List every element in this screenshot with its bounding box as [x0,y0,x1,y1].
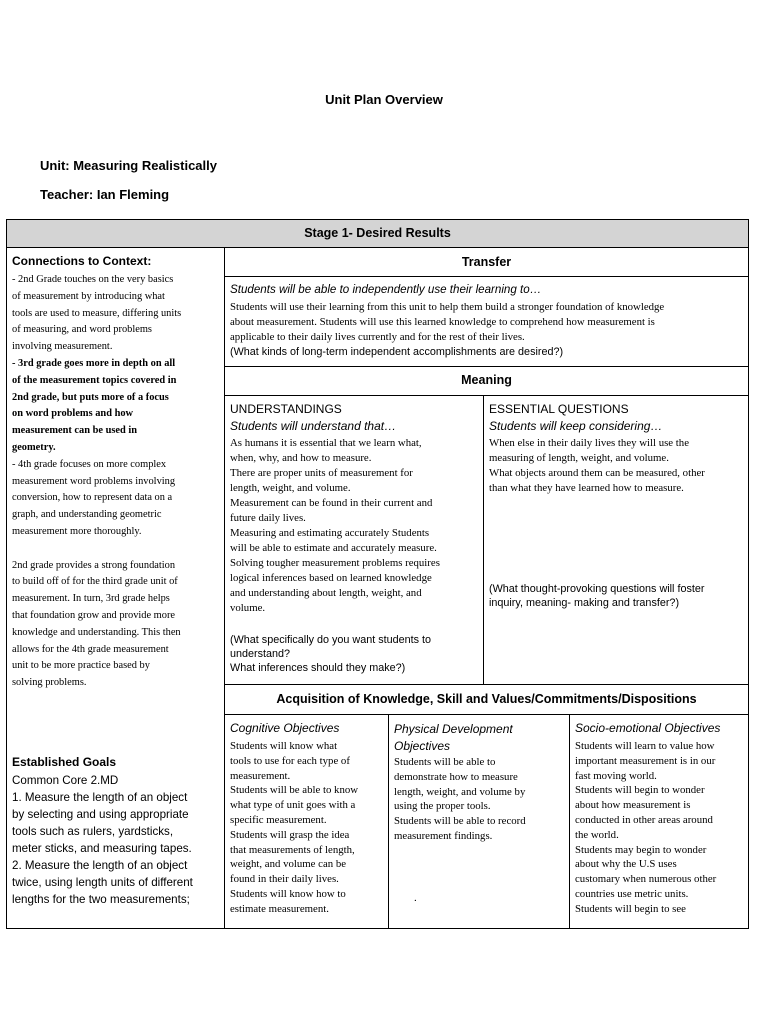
understanding-line: will be able to estimate and accurately measure. [230,542,437,554]
understandings-prompt: Students will understand that… [230,419,397,433]
understanding-line: length, weight, and volume. [230,482,351,494]
cognitive-line: that measurements of length, [230,843,355,856]
connections-line: measurement word problems involving [12,475,176,487]
socio-line: about why the U.S uses [575,858,677,871]
connections-line: geometry. [12,441,56,453]
socio-line: about how measurement is [575,799,691,812]
connections-line: tools are used to measure, differing units [12,307,182,319]
transfer-line: Students will use their learning from this unit to help them build a stronger foundation of knowledge [230,301,665,313]
cognitive-line: Students will know what [230,740,338,752]
physical-line: measurement findings. [394,829,493,842]
understanding-line: when, why, and how to measure. [230,452,372,464]
socio-line: customary when numerous other [575,873,717,886]
connections-line: on word problems and how [12,408,134,420]
goal-line: lengths for the two measurements; [12,893,190,906]
understanding-line: future daily lives. [230,512,306,524]
physical-text [394,755,566,844]
cognitive-text [230,739,386,917]
connections-line: graph, and understanding geometric [12,509,162,521]
understanding-line: Measuring and estimating accurately Students [230,527,430,539]
cognitive-line: weight, and volume can be [230,858,347,871]
cognitive-line: found in their daily lives. [230,873,339,886]
socio-label: Socio-emotional Objectives [575,721,721,735]
goal-line: twice, using length units of different [12,876,193,889]
understandings-text [230,436,480,616]
socio-line: Students may begin to wonder [575,843,707,856]
question-line: inquiry, meaning- making and transfer?) [489,597,680,609]
cognitive-line: Students will know how to [230,887,346,900]
goal-line: 2. Measure the length of an object [12,859,188,872]
essential-line: When else in their daily lives they will use the [489,437,689,449]
connections-line: solving problems. [12,677,87,689]
cognitive-line: what type of unit goes with a [230,799,356,812]
page-title: Unit Plan Overview [325,92,443,107]
physical-label-line: Physical Development [394,722,513,736]
unit-name: Unit: Measuring Realistically [40,158,217,173]
essential-questions-questions [489,582,745,610]
connections-heading: Connections to Context: [12,254,152,268]
question-line: understand? [230,648,291,660]
stage-title: Stage 1- Desired Results [304,226,451,240]
connections-line: 2nd grade provides a strong foundation [12,559,176,571]
transfer-line: about measurement. Students will use this learned knowledge to comprehend how measurement is [230,316,655,328]
cognitive-line: tools to use for each type of [230,754,350,767]
stray-dot: . [414,892,417,904]
physical-line: Students will be able to record [394,815,526,828]
connections-text [12,272,222,692]
essential-questions-text [489,436,745,496]
column-divider [569,714,570,929]
divider [224,684,749,685]
physical-line: demonstrate how to measure [394,770,518,783]
understanding-line: volume. [230,602,266,614]
question-line: (What thought-provoking questions will foster [489,583,705,595]
understanding-line: There are proper units of measurement for [230,467,413,479]
connections-line: measurement. In turn, 3rd grade helps [12,593,170,605]
socio-line: Students will begin to wonder [575,784,705,797]
goal-line: meter sticks, and measuring tapes. [12,842,192,855]
socio-line: Students will learn to value how [575,740,715,752]
cognitive-line: Students will grasp the idea [230,828,350,841]
socio-line: countries use metric units. [575,887,689,900]
connections-line: - 4th grade focuses on more complex [12,458,167,470]
connections-line: allows for the 4th grade measurement [12,643,169,655]
connections-line: measurement more thoroughly. [12,525,142,537]
connections-line: unit to be more practice based by [12,660,150,672]
transfer-heading: Transfer [461,255,512,269]
understanding-line: Measurement can be found in their current and [230,497,433,509]
connections-line [12,541,222,558]
transfer-question: (What kinds of long-term independent accomplishments are desired?) [230,346,564,358]
socio-line: fast moving world. [575,769,657,782]
cognitive-line: specific measurement. [230,813,327,826]
socio-line: Students will begin to see [575,902,686,915]
question-line: What inferences should they make?) [230,662,406,674]
divider [224,714,749,715]
acquisition-heading: Acquisition of Knowledge, Skill and Values/Commitments/Dispositions [276,692,697,706]
physical-line: Students will be able to [394,756,496,768]
essential-questions-label: ESSENTIAL QUESTIONS [489,402,629,416]
connections-line: - 3rd grade goes more in depth on all [12,357,176,369]
connections-line: 2nd grade, but puts more of a focus [12,391,169,403]
transfer-prompt: Students will be able to independently use their learning to… [230,283,542,296]
physical-label [394,721,513,755]
connections-line: of measuring, and word problems [12,324,152,336]
understanding-line: As humans it is essential that we learn what, [230,437,422,449]
socio-line: important measurement is in our [575,754,716,767]
goal-line: by selecting and using appropriate [12,808,189,821]
goals-heading: Established Goals [12,755,117,769]
transfer-text [230,300,745,345]
understandings-questions [230,633,480,675]
goal-line: 1. Measure the length of an object [12,791,188,804]
divider [224,366,749,367]
goals-text [12,772,222,908]
understanding-line: and understanding about length, weight, and [230,587,422,599]
understanding-line: logical inferences based on learned knowledge [230,572,432,584]
essential-line: measuring of length, weight, and volume. [489,452,669,464]
transfer-line: applicable to their daily lives currently and for the rest of their lives. [230,331,525,343]
socio-text [575,739,747,917]
connections-line: - 2nd Grade touches on the very basics [12,274,174,285]
divider [224,395,749,396]
socio-line: the world. [575,828,619,841]
column-divider [388,714,389,929]
cognitive-line: Students will be able to know [230,784,359,797]
cognitive-line: estimate measurement. [230,902,329,915]
column-divider [483,395,484,684]
connections-line: involving measurement. [12,341,113,353]
physical-label-line: Objectives [394,739,451,753]
essential-line: What objects around them can be measured, other [489,467,705,479]
physical-line: length, weight, and volume by [394,785,526,798]
cognitive-label: Cognitive Objectives [230,721,340,735]
understandings-label: UNDERSTANDINGS [230,402,342,416]
understanding-line: Solving tougher measurement problems requires [230,557,440,569]
connections-line: of the measurement topics covered in [12,374,177,386]
goal-line: Common Core 2.MD [12,774,119,787]
question-line: (What specifically do you want students to [230,634,432,646]
divider [6,247,749,248]
connections-line: knowledge and understanding. This then [12,626,181,638]
connections-line: measurement can be used in [12,425,138,437]
essential-questions-prompt: Students will keep considering… [489,419,663,433]
socio-line: conducted in other areas around [575,813,713,826]
goal-line: tools such as rulers, yardsticks, [12,825,174,838]
teacher-name: Teacher: Ian Fleming [40,187,170,202]
cognitive-line: measurement. [230,769,291,782]
essential-line: than what they have learned how to measure. [489,482,684,494]
divider [224,276,749,277]
connections-line: to build off of for the third grade unit of [12,576,178,588]
physical-line: using the proper tools. [394,800,491,813]
connections-line: of measurement by introducing what [12,290,165,302]
connections-line: that foundation grow and provide more [12,609,176,621]
meaning-heading: Meaning [461,373,512,387]
connections-line: conversion, how to represent data on a [12,492,173,504]
column-divider [224,247,225,929]
